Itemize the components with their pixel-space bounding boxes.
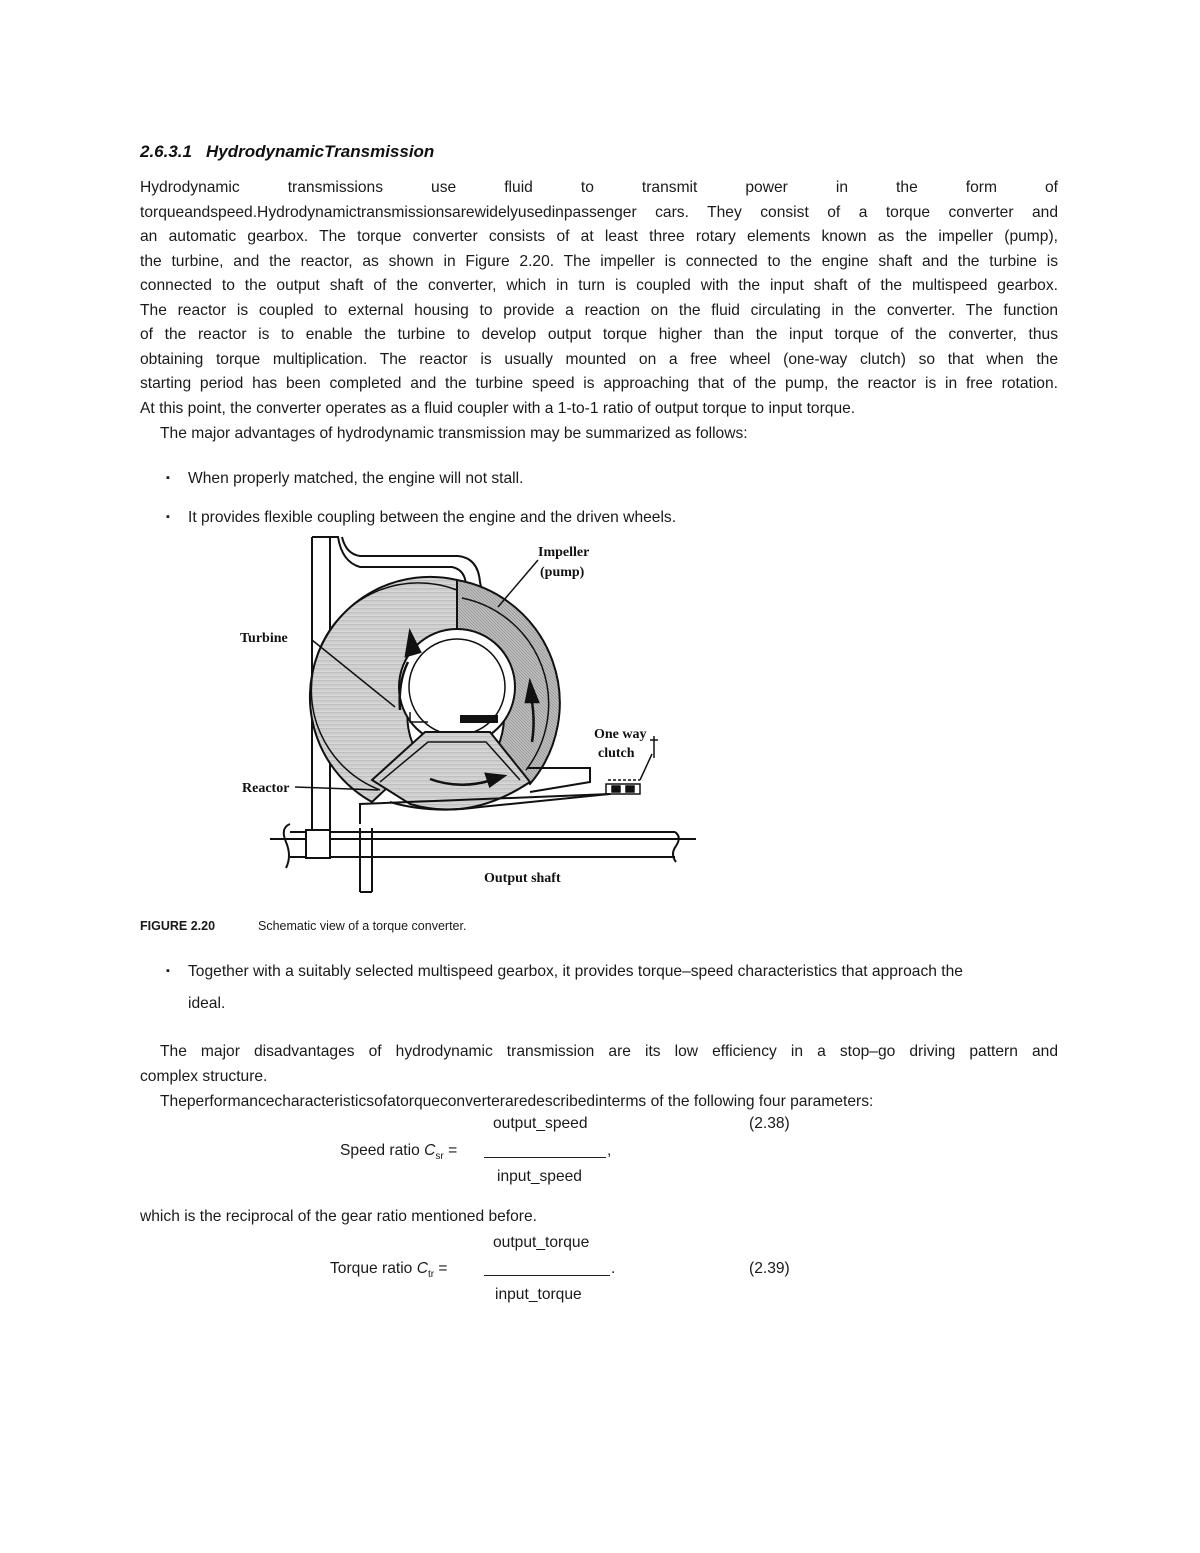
paragraph-line: an automatic gearbox. The torque converter consists of at least three rotary elements known as the impeller (pump), (140, 228, 1058, 245)
eq2-number: (2.39) (749, 1260, 790, 1277)
paragraph-line: Hydrodynamic transmissions use fluid to transmit power in the form of (140, 179, 1058, 196)
reactor-label: Reactor (242, 781, 290, 796)
one-way-clutch-label: One way (594, 727, 647, 742)
eq1-symbol: C (424, 1142, 436, 1159)
eq1-label: Speed ratio (340, 1142, 420, 1159)
eq2-denominator: input_torque (495, 1286, 582, 1303)
eq1-numerator: output_speed (493, 1115, 588, 1132)
bullet-item (166, 955, 1066, 1020)
eq2-fraction-bar (484, 1275, 610, 1276)
eq2-label: Torque ratio (330, 1260, 413, 1277)
eq2-numerator: output_torque (493, 1234, 590, 1251)
section-heading (140, 142, 434, 162)
paragraph-line: At this point, the converter operates as a fluid coupler with a 1-to-1 ratio of output torque to input torque. (140, 399, 856, 417)
between-text: which is the reciprocal of the gear ratio mentioned before. (140, 1208, 537, 1225)
bullet-text: Together with a suitably selected multispeed gearbox, it provides torque–speed characteristics that approach the (188, 963, 963, 980)
bullet-item (166, 466, 523, 491)
disadvantages-paragraph (140, 1040, 1058, 1089)
eq2-lhs (330, 1260, 448, 1280)
one-way-clutch-label-2: clutch (598, 746, 635, 761)
bullet-marker: ▪ (166, 472, 170, 484)
impeller-label: Impeller (538, 545, 590, 560)
torque-converter-diagram (230, 532, 710, 902)
paragraph-line: the turbine, and the reactor, as shown in Figure 2.20. The impeller is connected to the engine shaft and the turbine is (140, 252, 1058, 270)
figure-caption (140, 919, 466, 933)
advantages-intro: The major advantages of hydrodynamic transmission may be summarized as follows: (160, 425, 748, 442)
paragraph-line: obtaining torque multiplication. The reactor is usually mounted on a free wheel (one-way clutch) so that when the (140, 350, 1058, 368)
figure-caption-text: Schematic view of a torque converter. (258, 919, 467, 933)
eq1-denominator: input_speed (497, 1168, 582, 1185)
hub-block (460, 715, 498, 723)
eq1-fraction-bar (484, 1157, 606, 1158)
paragraph-line: connected to the output shaft of the converter, which in turn is coupled with the input shaft of the multispeed gearbox. (140, 277, 1058, 294)
section-title: HydrodynamicTransmission (206, 142, 435, 161)
intro-paragraph (140, 176, 1058, 421)
performance-intro: Theperformancecharacteristicsofatorqueconverteraredescribedinterms of the following four parameters: (160, 1093, 874, 1110)
turbine-label: Turbine (240, 631, 288, 646)
eq2-equals: = (438, 1260, 448, 1277)
paragraph-line: The reactor is coupled to external housing to provide a reaction on the fluid circulating in the converter. The function (140, 301, 1058, 319)
eq1-subscript: sr (435, 1151, 444, 1163)
bullet-text: When properly matched, the engine will not stall. (188, 470, 524, 487)
paragraph-line: starting period has been completed and the turbine speed is approaching that of the pump, the reactor is in free rotation. (140, 375, 1058, 392)
eq1-lhs (340, 1142, 457, 1162)
bullet-text: It provides flexible coupling between the engine and the driven wheels. (188, 509, 677, 526)
section-number: 2.6.3.1 (140, 142, 192, 161)
paragraph-line: torqueandspeed.Hydrodynamictransmissionsarewidelyusedinpassenger cars. They consist of a torque converter and (140, 203, 1058, 221)
eq1-equals: = (448, 1142, 458, 1159)
eq1-trailing: , (607, 1142, 612, 1159)
bullet-marker: ▪ (166, 511, 170, 523)
bullet-marker: ▪ (166, 965, 170, 977)
output-shaft-label: Output shaft (484, 871, 561, 886)
one-way-clutch (606, 736, 658, 794)
paragraph-line: of the reactor is to enable the turbine to develop output torque higher than the input torque of the converter, thus (140, 326, 1058, 343)
eq2-symbol: C (416, 1260, 428, 1277)
eq1-number: (2.38) (749, 1115, 790, 1132)
figure-number: FIGURE 2.20 (140, 919, 216, 933)
impeller-label-2: (pump) (540, 565, 585, 580)
paragraph-line: The major disadvantages of hydrodynamic transmission are its low efficiency in a stop–go driving pattern and (160, 1043, 1058, 1060)
bullet-text-continued: ideal. (188, 995, 226, 1012)
bullet-item (166, 505, 676, 530)
eq2-trailing: . (611, 1260, 616, 1277)
output-shaft (270, 794, 696, 892)
eq2-subscript: tr (427, 1269, 435, 1281)
paragraph-line: complex structure. (140, 1067, 268, 1085)
